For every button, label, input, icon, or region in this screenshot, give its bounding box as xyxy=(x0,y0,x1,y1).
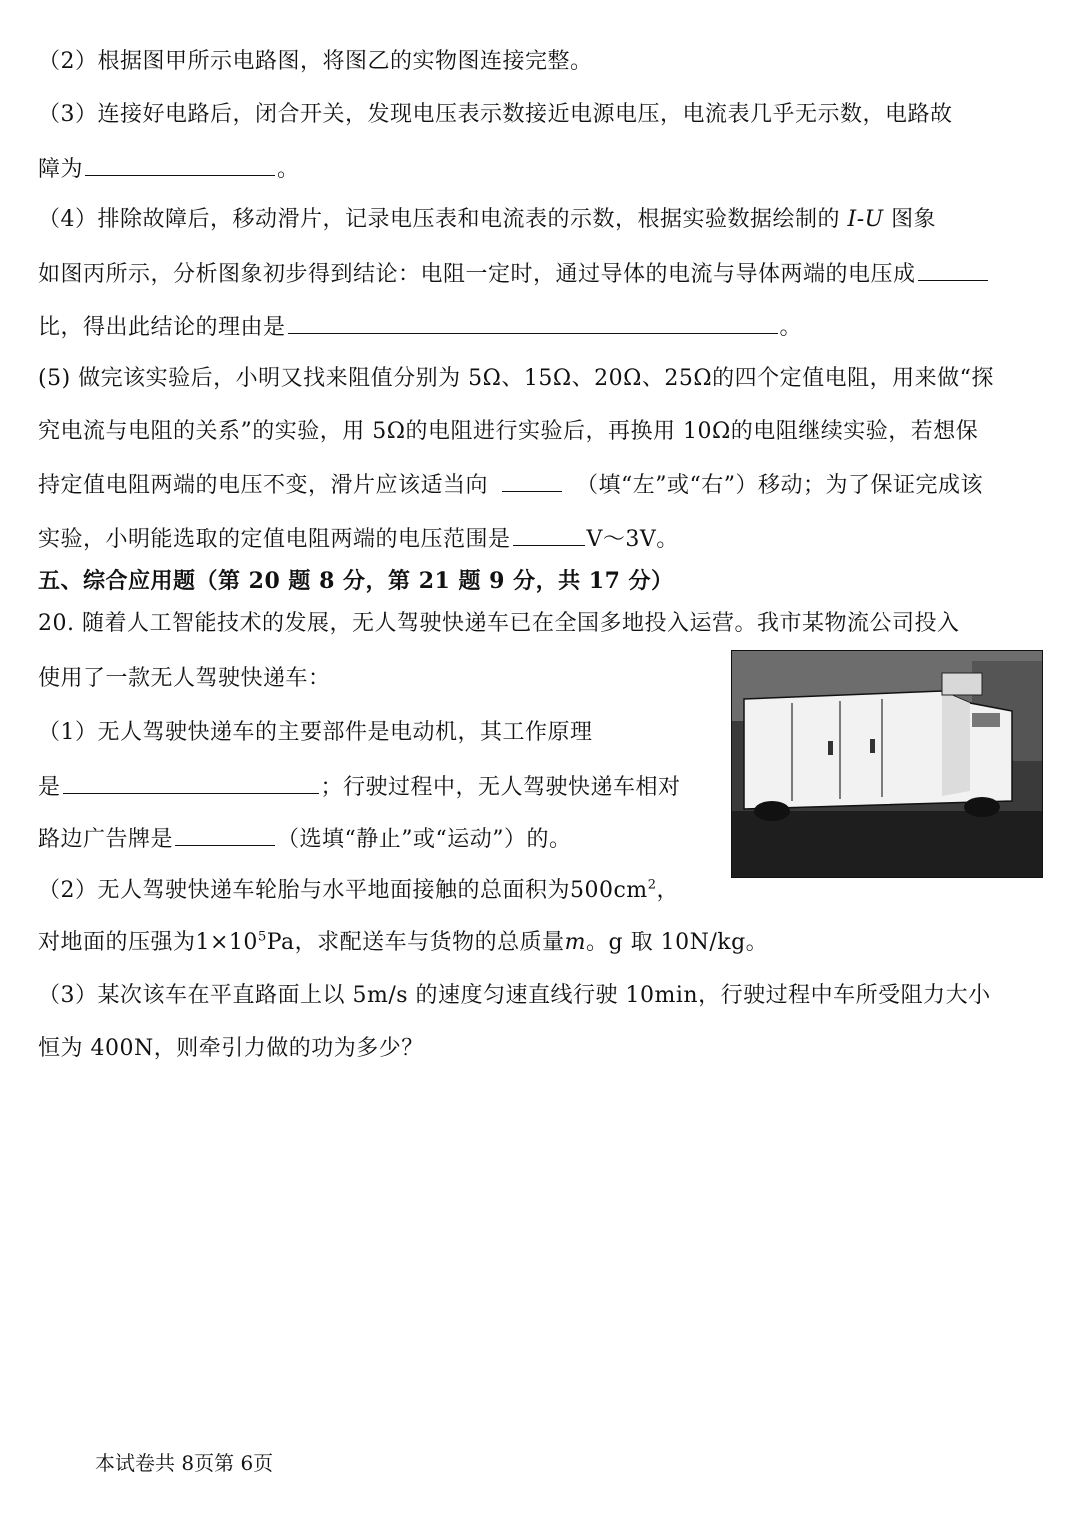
q19-part4-text: （4）排除故障后，移动滑片，记录电压表和电流表的示数，根据实验数据绘制的 xyxy=(38,207,840,232)
q19-part4-line3 xyxy=(38,311,802,343)
q19-part3-line1: （3）连接好电路后，闭合开关，发现电压表示数接近电源电压，电流表几乎无示数，电路故 xyxy=(38,102,953,127)
q19-part4-line2 xyxy=(38,258,990,290)
iu-variable: I-U xyxy=(847,207,884,232)
q19-part4-line1 xyxy=(38,205,936,235)
q20-part2-pressure-text: 对地面的压强为1×10 xyxy=(38,930,258,955)
q20-part1-billboard-text: 路边广告牌是 xyxy=(38,827,174,852)
q19-part5-line2: 究电流与电阻的关系”的实验，用 5Ω的电阻进行实验后，再换用 10Ω的电阻继续实验，若想保 xyxy=(38,419,979,444)
area-exponent: 2 xyxy=(647,877,657,893)
q19-part5-voltage-unit: V～3V。 xyxy=(586,527,679,552)
q19-part5-line3 xyxy=(38,469,983,501)
q19-part4-reason: 比，得出此结论的理由是 xyxy=(38,315,286,340)
voltage-answer-blank[interactable] xyxy=(513,523,585,546)
q19-part5-slider-options: （填“左”或“右”）移动；为了保证完成该 xyxy=(576,473,984,498)
q20-intro-line1: 20. 随着人工智能技术的发展，无人驾驶快递车已在全国多地投入运营。我市某物流公司投入 xyxy=(38,611,960,636)
q19-part4-conclusion: 如图丙所示，分析图象初步得到结论：电阻一定时，通过导体的电流与导体两端的电压成 xyxy=(38,262,916,287)
motion-state-answer-blank[interactable] xyxy=(175,823,275,846)
q20-part1-relative-text: ；行驶过程中，无人驾驶快递车相对 xyxy=(320,775,681,800)
motor-principle-answer-blank[interactable] xyxy=(63,771,319,794)
q19-part3-text: 障为 xyxy=(38,157,84,182)
q20-part1-line1: （1）无人驾驶快递车的主要部件是电动机，其工作原理 xyxy=(38,720,593,745)
q20-part1-line3 xyxy=(38,823,572,855)
q20-part1-principle-text: 是 xyxy=(38,775,61,800)
page-footer: 本试卷共 8页第 6页 xyxy=(95,1451,274,1475)
delivery-vehicle-photo xyxy=(731,650,1043,878)
q20-part2-line1 xyxy=(38,876,679,906)
q19-part5-voltage-text: 实验，小明能选取的定值电阻两端的电压范围是 xyxy=(38,527,511,552)
section5-title: 五、综合应用题（第 20 题 8 分，第 21 题 9 分，共 17 分） xyxy=(38,568,674,594)
q20-part1-line2 xyxy=(38,771,681,803)
q20-part3-line2: 恒为 400N，则牵引力做的功为多少？ xyxy=(38,1036,424,1061)
proportion-answer-blank[interactable] xyxy=(918,258,988,281)
reason-answer-blank[interactable] xyxy=(288,311,778,334)
mass-variable: m xyxy=(564,930,587,955)
q20-part2-area-text: （2）无人驾驶快递车轮胎与水平地面接触的总面积为500cm xyxy=(38,878,648,903)
q20-part2-gravity-text: 。g 取 10N/kg。 xyxy=(586,930,769,955)
q19-part2: （2）根据图甲所示电路图，将图乙的实物图连接完整。 xyxy=(38,49,593,74)
q19-part3-line2 xyxy=(38,153,300,185)
pressure-exponent: 5 xyxy=(257,929,267,945)
q19-part3-end: 。 xyxy=(277,157,300,182)
q19-part5-slider-text: 持定值电阻两端的电压不变，滑片应该适当向 xyxy=(38,473,489,498)
q20-part2-line2 xyxy=(38,928,768,958)
q19-part4-reason-end: 。 xyxy=(779,315,803,340)
q20-intro-line2: 使用了一款无人驾驶快递车： xyxy=(38,666,331,691)
q19-part4-text-end: 图象 xyxy=(891,207,937,232)
q20-part1-options: （选填“静止”或“运动”）的。 xyxy=(277,827,572,852)
q20-part2-mass-text: Pa，求配送车与货物的总质量 xyxy=(266,930,565,955)
q19-part5-line4 xyxy=(38,523,679,555)
direction-answer-blank[interactable] xyxy=(502,469,562,492)
q19-part5-line1: (5) 做完该实验后，小明又找来阻值分别为 5Ω、15Ω、20Ω、25Ω的四个定值电阻，用来做“探 xyxy=(38,366,994,391)
fault-answer-blank[interactable] xyxy=(85,153,275,176)
q20-part3-line1: （3）某次该车在平直路面上以 5m/s 的速度匀速直线行驶 10min，行驶过程中车所受阻力大小 xyxy=(38,983,991,1008)
q20-part2-area-end: ， xyxy=(656,878,679,903)
